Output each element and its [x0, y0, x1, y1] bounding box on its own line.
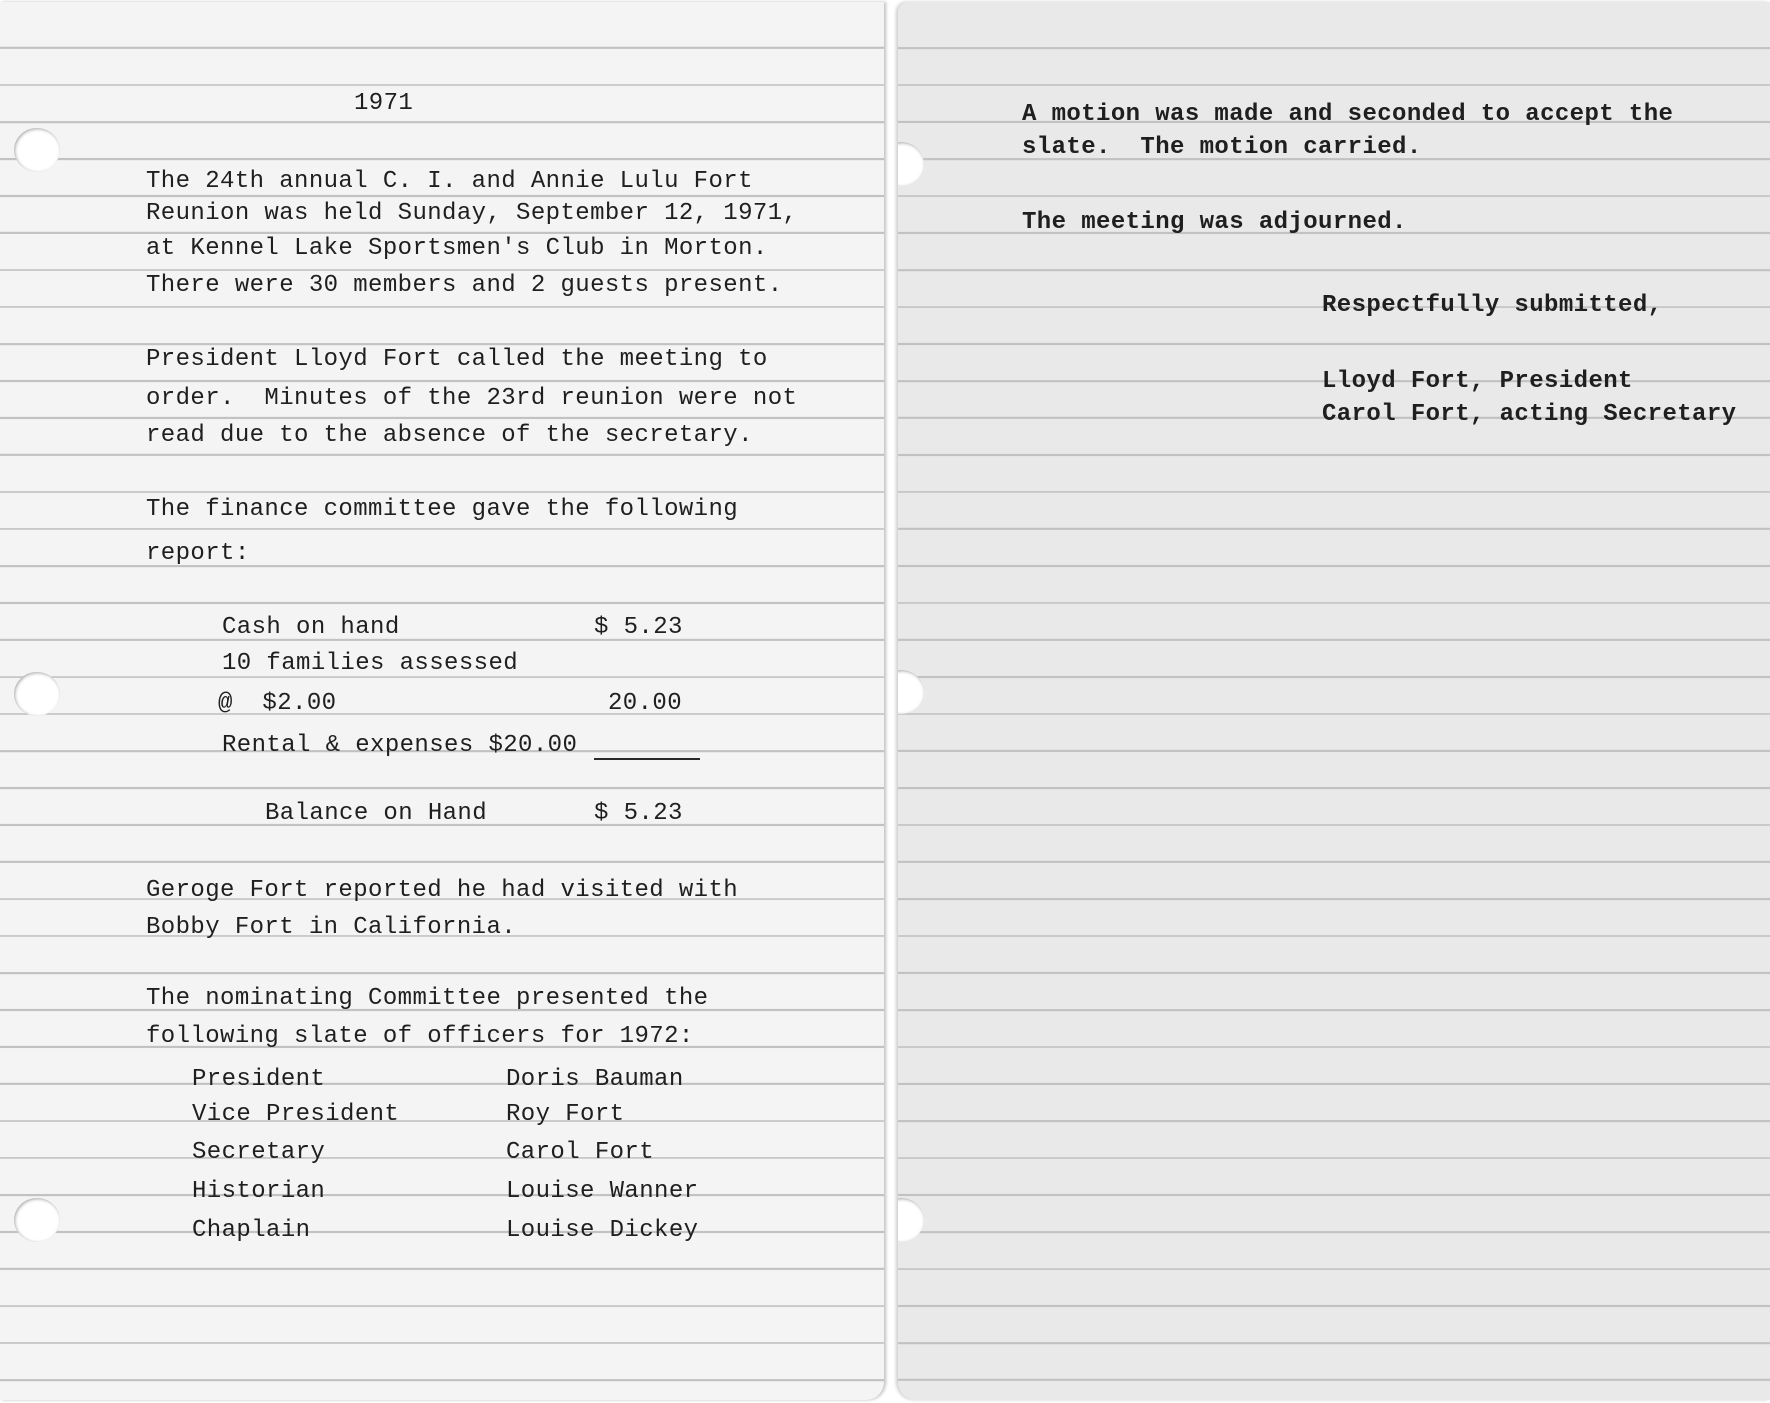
finance-cash-label: Cash on hand	[222, 614, 400, 641]
officer-name-historian: Louise Wanner	[506, 1178, 699, 1205]
officer-name-president: Doris Bauman	[506, 1066, 684, 1093]
officer-name-vice-president: Roy Fort	[506, 1101, 625, 1128]
nominating-intro-line-2: following slate of officers for 1972:	[146, 1023, 694, 1050]
finance-intro-line-2: report:	[146, 540, 250, 567]
intro-line-1: The 24th annual C. I. and Annie Lulu Fort	[146, 168, 753, 195]
motion-line-1: A motion was made and seconded to accept the	[1022, 101, 1674, 128]
adjourned-text: The meeting was adjourned.	[1022, 209, 1407, 236]
officer-role-chaplain: Chaplain	[192, 1217, 311, 1244]
call-to-order-line-1: President Lloyd Fort called the meeting to	[146, 346, 768, 373]
intro-line-3: at Kennel Lake Sportsmen's Club in Morton.	[146, 235, 768, 262]
finance-total-rule	[594, 758, 700, 760]
officer-role-historian: Historian	[192, 1178, 326, 1205]
finance-intro-line-1: The finance committee gave the following	[146, 496, 739, 523]
binder-hole-middle	[14, 672, 60, 716]
intro-line-2: Reunion was held Sunday, September 12, 1971,	[146, 200, 798, 227]
binder-hole-top	[898, 142, 924, 186]
finance-rate-value: 20.00	[608, 690, 683, 717]
motion-line-2: slate. The motion carried.	[1022, 134, 1422, 161]
officer-role-president: President	[192, 1066, 326, 1093]
officer-role-vice-president: Vice President	[192, 1101, 400, 1128]
binder-hole-middle	[898, 670, 924, 714]
finance-families-label: 10 families assessed	[222, 650, 519, 677]
signature-president: Lloyd Fort, President	[1322, 368, 1633, 395]
finance-rate-label: @ $2.00	[218, 690, 337, 717]
officer-name-secretary: Carol Fort	[506, 1139, 655, 1166]
closing-text: Respectfully submitted,	[1322, 292, 1663, 319]
visit-report-line-1: Geroge Fort reported he had visited with	[146, 877, 739, 904]
call-to-order-line-2: order. Minutes of the 23rd reunion were not	[146, 385, 798, 412]
signature-secretary: Carol Fort, acting Secretary	[1322, 401, 1737, 428]
finance-cash-value: $ 5.23	[594, 614, 683, 641]
officer-name-chaplain: Louise Dickey	[506, 1217, 699, 1244]
binder-hole-bottom	[898, 1198, 924, 1242]
visit-report-line-2: Bobby Fort in California.	[146, 914, 517, 941]
finance-balance-label: Balance on Hand	[265, 800, 488, 827]
finance-rental-label: Rental & expenses $20.00	[222, 732, 578, 759]
binder-hole-top	[14, 128, 60, 172]
finance-balance-value: $ 5.23	[594, 800, 683, 827]
intro-line-4: There were 30 members and 2 guests present.	[146, 272, 783, 299]
nominating-intro-line-1: The nominating Committee presented the	[146, 985, 709, 1012]
right-page	[898, 2, 1770, 1400]
call-to-order-line-3: read due to the absence of the secretary.	[146, 422, 753, 449]
left-page	[0, 2, 884, 1400]
document-year: 1971	[354, 90, 414, 117]
officer-role-secretary: Secretary	[192, 1139, 326, 1166]
binder-hole-bottom	[14, 1198, 60, 1242]
